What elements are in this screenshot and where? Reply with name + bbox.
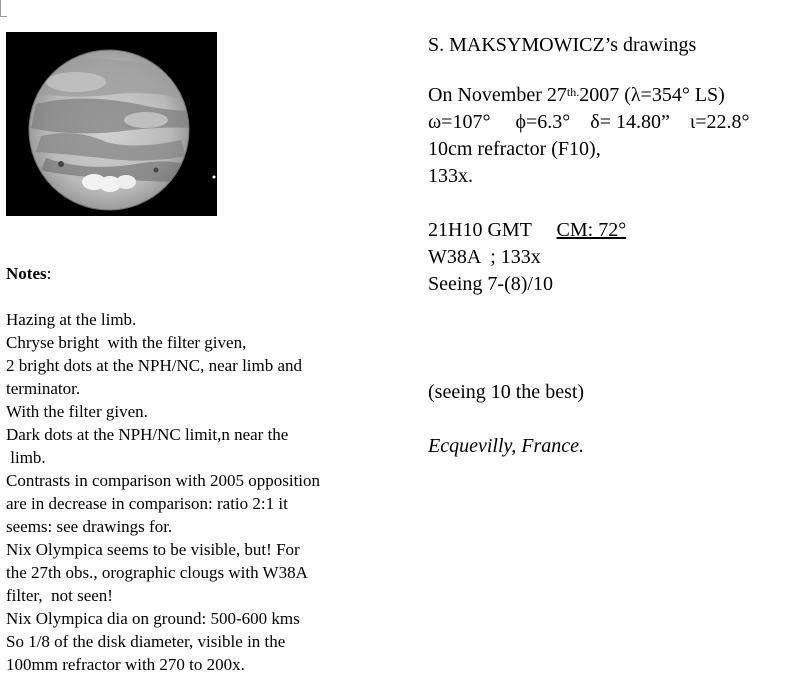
note-line: Contrasts in comparison with 2005 opposition xyxy=(6,471,321,490)
instrument-line: 10cm refractor (F10), xyxy=(428,138,601,160)
notes-heading xyxy=(6,262,396,285)
note-line: filter, not seen! xyxy=(6,586,113,605)
note-line: Hazing at the limb. xyxy=(6,310,137,329)
note-line: With the filter given. xyxy=(6,402,148,421)
details-spacer xyxy=(428,190,809,217)
notes-heading-label: Notes xyxy=(6,264,47,283)
note-line: are in decrease in comparison: ratio 2:1 it xyxy=(6,494,288,513)
observation-year: 2007 xyxy=(579,84,620,106)
time-line xyxy=(428,217,809,244)
notes-section xyxy=(6,262,396,676)
date-ordinal: th. xyxy=(566,85,580,99)
note-line: terminator. xyxy=(6,379,81,398)
note-line: Dark dots at the NPH/NC limit,n near the xyxy=(6,425,289,444)
observation-date-line xyxy=(428,82,809,109)
solar-longitude: (λ=354° LS) xyxy=(624,84,725,106)
magnification-line: 133x. xyxy=(428,165,473,187)
note-line: Nix Olympica dia on ground: 500-600 kms xyxy=(6,609,300,628)
observation-date: On November 27 xyxy=(428,84,567,106)
omega-value: ω=107° xyxy=(428,111,491,133)
details-spacer xyxy=(428,352,809,379)
filter-line: W38A ; 133x xyxy=(428,246,541,268)
page-title: S. MAKSYMOWICZ’s drawings xyxy=(428,34,697,56)
note-line: 100mm refractor with 270 to 200x. xyxy=(6,655,245,674)
central-meridian: CM: 72° xyxy=(556,219,627,241)
mars-drawing-image xyxy=(6,32,217,216)
mars-disk-sketch xyxy=(6,32,217,216)
note-line: the 27th obs., orographic clougs with W38A xyxy=(6,563,308,582)
iota-value: ι=22.8° xyxy=(689,111,750,133)
note-line: seems: see drawings for. xyxy=(6,517,173,536)
note-line: Nix Olympica seems to be visible, but! For xyxy=(6,540,300,559)
ephemeris-line xyxy=(428,109,809,136)
note-line: Chryse bright with the filter given, xyxy=(6,333,247,352)
notes-heading-colon: : xyxy=(46,264,52,283)
note-line: So 1/8 of the disk diameter, visible in the xyxy=(6,632,286,651)
page-corner-mark xyxy=(0,0,7,17)
seeing-line: Seeing 7-(8)/10 xyxy=(428,273,553,295)
delta-value: δ= 14.80” xyxy=(590,111,670,133)
details-spacer xyxy=(428,298,809,352)
details-spacer xyxy=(428,406,809,433)
observation-time: 21H10 GMT xyxy=(428,219,532,241)
phi-value: ϕ=6.3° xyxy=(515,111,571,133)
notes-spacer xyxy=(6,285,396,308)
seeing-note: (seeing 10 the best) xyxy=(428,381,585,403)
note-line: 2 bright dots at the NPH/NC, near limb and xyxy=(6,356,303,375)
observation-details xyxy=(428,32,809,460)
note-line: limb. xyxy=(6,448,46,467)
observation-location: Ecquevilly, France. xyxy=(428,435,585,457)
